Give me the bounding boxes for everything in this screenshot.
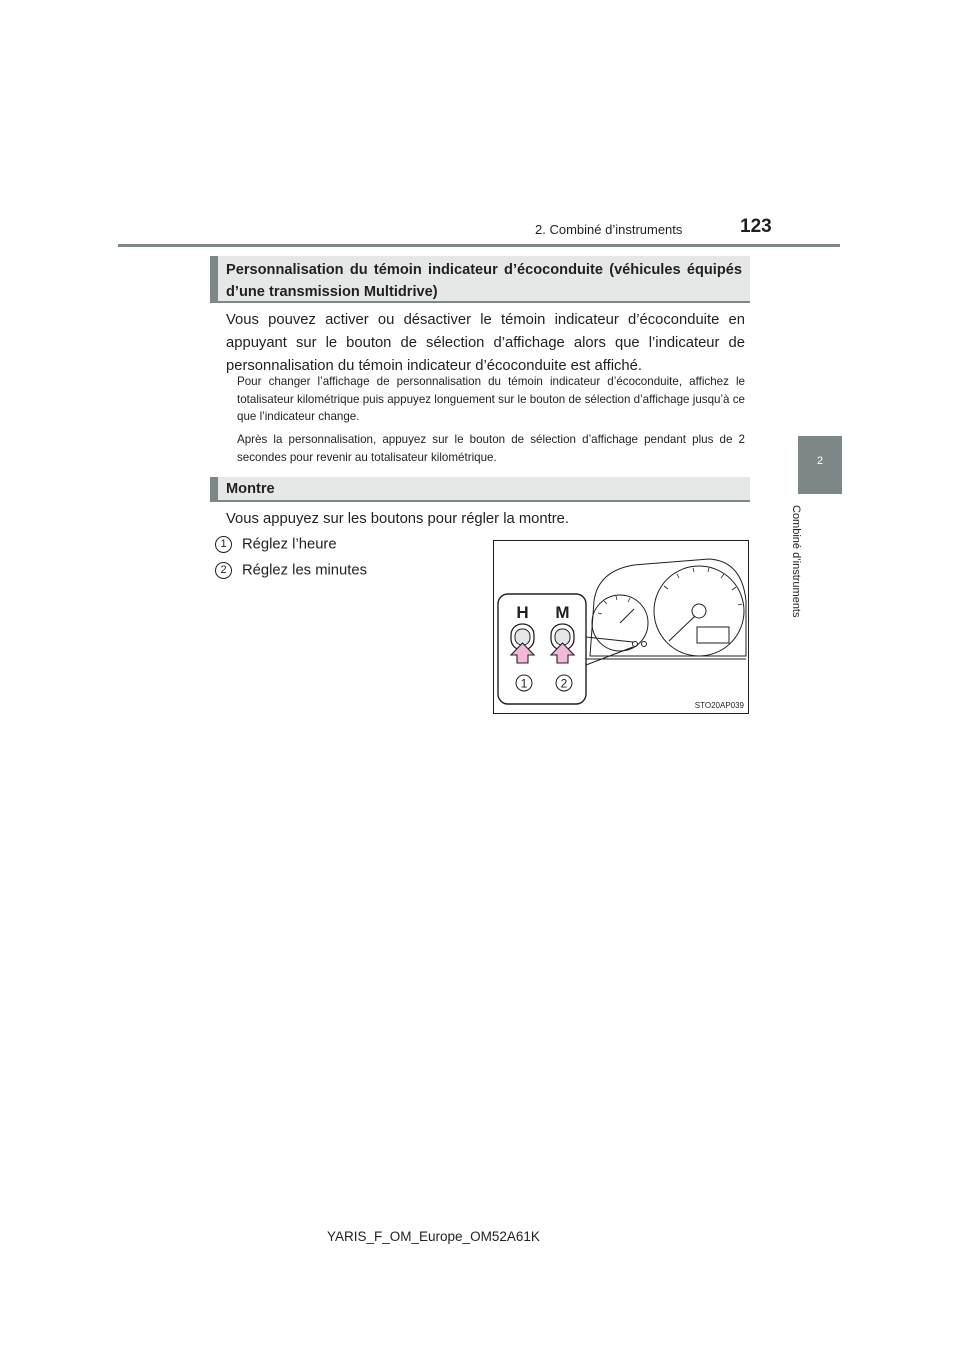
header-rule — [118, 244, 840, 247]
list-item-label: Réglez les minutes — [242, 562, 368, 579]
header-section-title: 2. Combiné d’instruments — [535, 222, 683, 237]
button-h-label: H — [516, 603, 529, 622]
eco-body-paragraph: Vous pouvez activer ou désactiver le témoin indicateur d’écoconduite en appuyant sur le bouton de sélection d’affichage alors que l’indicateur de personnalisation du témoin indicateur d’écoconduite est affiché. — [226, 312, 745, 374]
chapter-tab[interactable] — [798, 436, 842, 494]
section-heading-clock — [210, 477, 750, 502]
list-item-number: 2 — [215, 562, 232, 579]
button-m-label: M — [555, 603, 570, 622]
page-number: 123 — [740, 216, 772, 237]
eco-note-1: Pour changer l’affichage de personnalisation du témoin indicateur d’écoconduite, affichez le totalisateur kilométrique puis appuyez longuement sur le bouton de sélection d’affichage jusqu’à ce que l’indicateur change. — [237, 375, 745, 423]
instrument-cluster-drawing — [494, 541, 748, 713]
clock-body-paragraph: Vous appuyez sur les boutons pour régler la montre. — [226, 511, 569, 527]
section-heading-eco-text: Personnalisation du témoin indicateur d’écoconduite (véhicules équipés d’une transmission Multidrive) — [226, 262, 742, 300]
footer-doc-id: YARIS_F_OM_Europe_OM52A61K — [327, 1229, 540, 1244]
chapter-tab-number: 2 — [816, 455, 824, 467]
clock-buttons-illustration — [493, 540, 749, 714]
list-item-number: 1 — [215, 536, 232, 553]
figure-code: STO20AP039 — [694, 701, 744, 710]
list-item-hour — [215, 536, 337, 553]
list-item-minutes — [215, 562, 367, 579]
callout-1: 1 — [520, 676, 528, 691]
section-heading-clock-text: Montre — [226, 481, 275, 497]
section-heading-eco — [210, 256, 750, 303]
list-item-label: Réglez l’heure — [242, 536, 337, 553]
chapter-tab-label: Combiné d’instruments — [790, 505, 802, 618]
eco-note-2: Après la personnalisation, appuyez sur le bouton de sélection d’affichage pendant plus de 2 secondes pour revenir au totalisateur kilométrique. — [237, 433, 745, 464]
callout-2: 2 — [560, 676, 568, 691]
